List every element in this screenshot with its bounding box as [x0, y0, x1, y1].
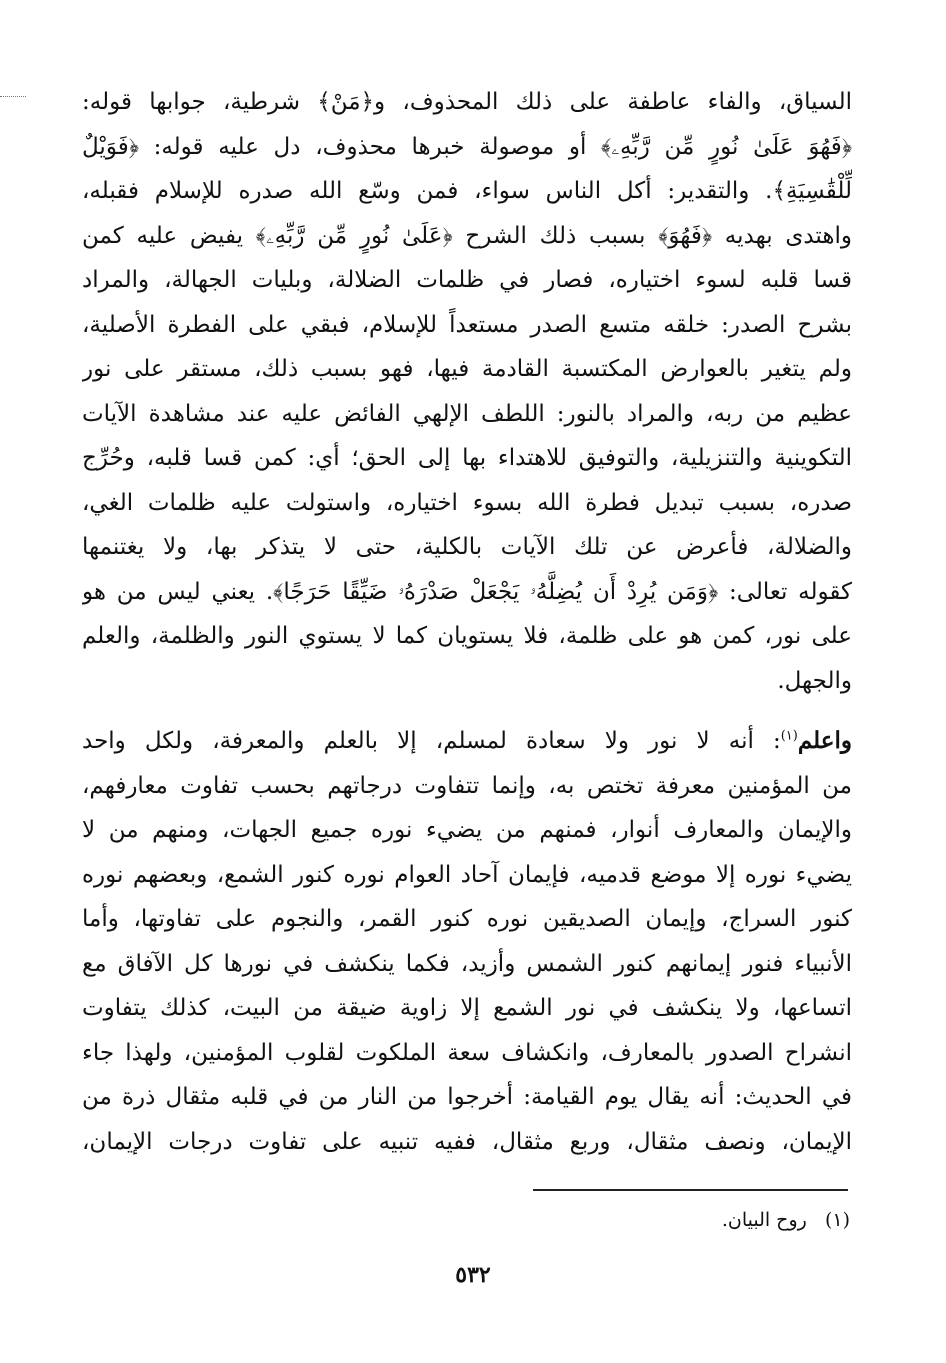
footnote-number: (١) [824, 1209, 850, 1231]
text-line: ﴿فَهُوَ عَلَىٰ نُورٍ مِّن رَّبِّهِۦ﴾ أو موصولة خبرها محذوف، دل عليه قوله: ﴿فَوَيْلٌ [82, 133, 852, 160]
text-line: ولم يتغير بالعوارض المكتسبة القادمة فيها، فهو بسبب ذلك، مستقر على نور [82, 356, 852, 382]
text-line: لِّلْقَٰسِيَةِ﴾. والتقدير: أكل الناس سواء، فمن وسّع الله صدره للإسلام فقبله، [82, 178, 852, 204]
footnote-separator [533, 1189, 848, 1191]
text-line: التكوينية والتنزيلية، والتوفيق للاهتداء بها إلى الحق؛ أي: كمن قسا قلبه، وحُرِّج [82, 445, 852, 471]
text-line: والضلالة، فأعرض عن تلك الآيات بالكلية، حتى لا يتذكر بها، ولا يغتنمها [82, 534, 852, 560]
lead-word: واعلم [797, 727, 852, 754]
text-line: كقوله تعالى: ﴿وَمَن يُرِدْ أَن يُضِلَّهُۥ يَجْعَلْ صَدْرَهُۥ ضَيِّقًا حَرَجًا﴾. يعني ليس من هو [82, 578, 852, 605]
text-line: عظيم من ربه، والمراد بالنور: اللطف الإلهي الفائض عليه عند مشاهدة الآيات [82, 400, 852, 427]
text-line: قسا قلبه لسوء اختياره، فصار في ظلمات الضلالة، وبليات الجهالة، والمراد [82, 267, 852, 293]
footnote [500, 1200, 850, 1240]
text-line: والجهل. [777, 667, 852, 694]
text-line: الإيمان، ونصف مثقال، وربع مثقال، ففيه تنبيه على تفاوت درجات الإيمان، [82, 1128, 852, 1155]
scan-edge-mark [0, 96, 26, 98]
text-line: على نور، كمن هو على ظلمة، فلا يستويان كما لا يستوي النور والظلمة، والعلم [82, 623, 852, 649]
text-line: اتساعها، ولا ينكشف في نور الشمع إلا زاوية ضيقة من البيت، كذلك يتفاوت [82, 995, 852, 1021]
text-line: بشرح الصدر: خلقه متسع الصدر مستعداً للإسلام، فبقي على الفطرة الأصلية، [82, 311, 852, 338]
text-line: من المؤمنين معرفة تختص به، وإنما تتفاوت درجاتهم بحسب تفاوت معارفهم، [82, 772, 852, 799]
text-line-first [82, 719, 852, 764]
footnote-reference: (١) [780, 728, 798, 744]
text-line: في الحديث: أنه يقال يوم القيامة: أخرجوا من النار من في قلبه مثقال ذرة من [82, 1084, 852, 1110]
page-number: ٥٣٢ [455, 1262, 491, 1288]
text-line: والإيمان والمعارف أنوار، فمنهم من يضيء نوره جميع الجهات، ومنهم من لا [82, 817, 852, 843]
paragraph-1 [82, 80, 852, 703]
text-line-rest: : أنه لا نور ولا سعادة لمسلم، إلا بالعلم والمعرفة، ولكل واحد [82, 728, 781, 754]
text-line: الأنبياء فنور إيمانهم كنور الشمس وأزيد، فكما ينكشف في نورها كل الآفاق مع [82, 950, 852, 977]
text-line: صدره، بسبب تبديل فطرة الله بسوء اختياره، واستولت عليه ظلمات الغي، [82, 489, 852, 516]
text-line: السياق، والفاء عاطفة على ذلك المحذوف، و﴿مَنْ﴾ شرطية، جوابها قوله: [82, 89, 852, 115]
text-line: كنور السراج، وإيمان الصديقين نوره كنور القمر، والنجوم على تفاوتها، وأما [82, 906, 852, 932]
paragraph-2 [82, 719, 852, 1164]
text-line: يضيء نوره إلا موضع قدميه، فإيمان آحاد العوام نوره كنور الشمع، وبعضهم نوره [82, 861, 852, 888]
footnote-text: روح البيان. [721, 1209, 807, 1231]
text-line: انشراح الصدور بالمعارف، وانكشاف سعة الملكوت لقلوب المؤمنين، ولهذا جاء [82, 1039, 852, 1066]
text-line: واهتدى بهديه ﴿فَهُوَ﴾ بسبب ذلك الشرح ﴿عَلَىٰ نُورٍ مِّن رَّبِّهِۦ﴾ يفيض عليه كمن [82, 222, 852, 249]
